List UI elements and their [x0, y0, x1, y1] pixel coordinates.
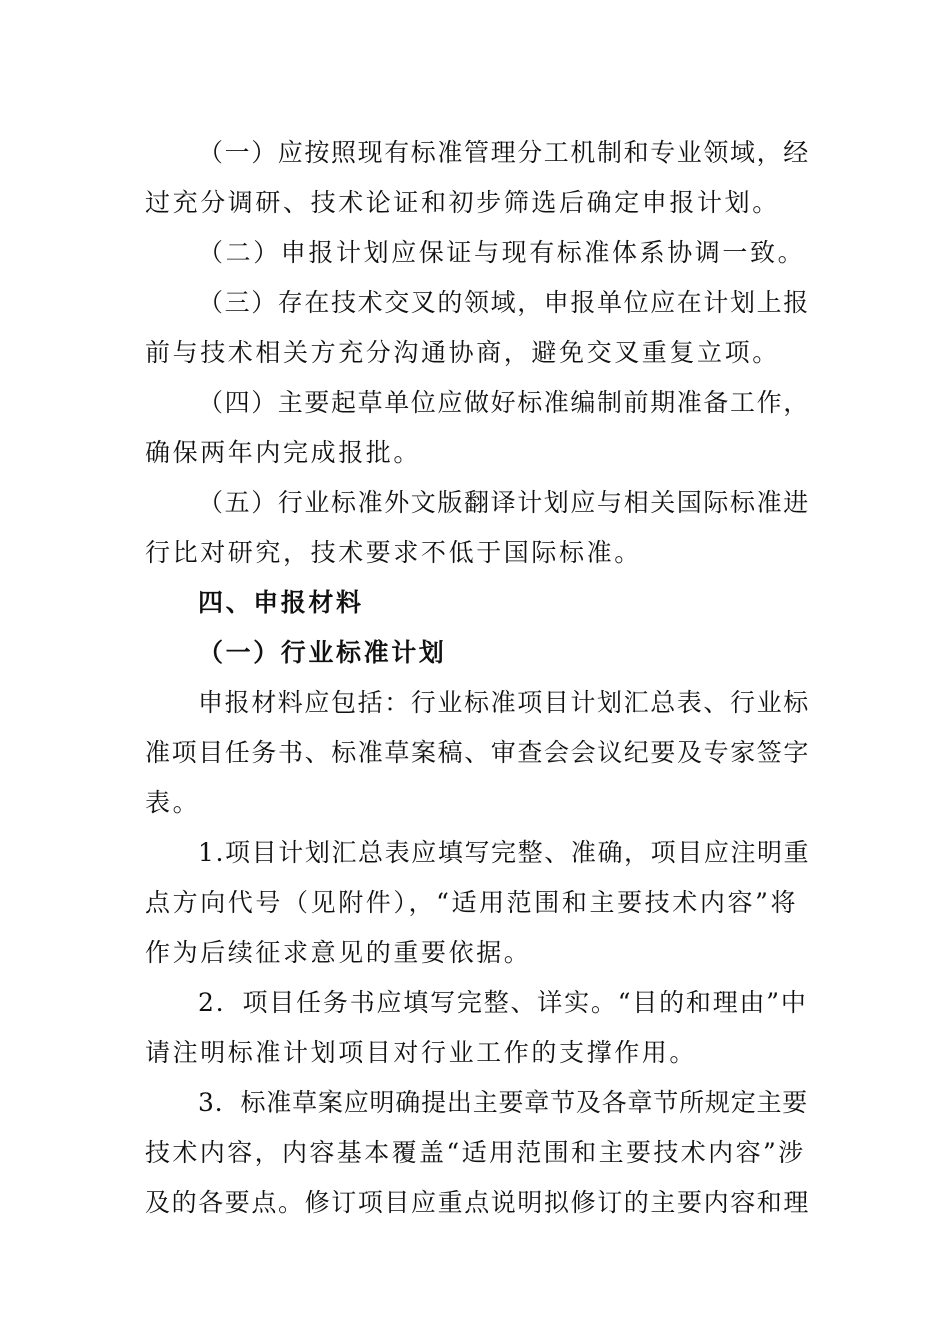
- paragraph-line: 确保两年内完成报批。: [145, 438, 422, 467]
- paragraph-line: 准项目任务书、标准草案稿、审查会会议纪要及专家签字: [145, 738, 811, 767]
- paragraph-line: （三）存在技术交叉的领域，申报单位应在计划上报: [198, 288, 810, 317]
- paragraph-line: 申报材料应包括：行业标准项目计划汇总表、行业标: [198, 688, 810, 717]
- paragraph-line: 技术内容，内容基本覆盖“适用范围和主要技术内容”涉: [145, 1138, 806, 1167]
- paragraph-line: 2．项目任务书应填写完整、详实。“目的和理由”中: [198, 988, 808, 1017]
- paragraph-line: 表。: [145, 788, 201, 817]
- paragraph-line: 3．标准草案应明确提出主要章节及各章节所规定主要: [198, 1088, 809, 1117]
- subsection-heading: （一）行业标准计划: [198, 638, 447, 667]
- paragraph-line: （一）应按照现有标准管理分工机制和专业领域，经: [198, 138, 810, 167]
- section-heading: 四、申报材料: [198, 588, 364, 617]
- paragraph-line: （二）申报计划应保证与现有标准体系协调一致。: [198, 238, 806, 267]
- paragraph-line: （五）行业标准外文版翻译计划应与相关国际标准进: [198, 488, 810, 517]
- paragraph-line: 过充分调研、技术论证和初步筛选后确定申报计划。: [145, 188, 780, 217]
- paragraph-line: （四）主要起草单位应做好标准编制前期准备工作，: [198, 388, 810, 417]
- paragraph-line: 1.项目计划汇总表应填写完整、准确，项目应注明重: [198, 838, 811, 867]
- paragraph-line: 及的各要点。修订项目应重点说明拟修订的主要内容和理: [145, 1188, 811, 1217]
- paragraph-line: 作为后续征求意见的重要依据。: [145, 938, 532, 967]
- paragraph-line: 请注明标准计划项目对行业工作的支撑作用。: [145, 1038, 698, 1067]
- paragraph-line: 行比对研究，技术要求不低于国际标准。: [145, 538, 642, 567]
- paragraph-line: 前与技术相关方充分沟通协商，避免交叉重复立项。: [145, 338, 780, 367]
- paragraph-line: 点方向代号（见附件），“适用范围和主要技术内容”将: [145, 888, 799, 917]
